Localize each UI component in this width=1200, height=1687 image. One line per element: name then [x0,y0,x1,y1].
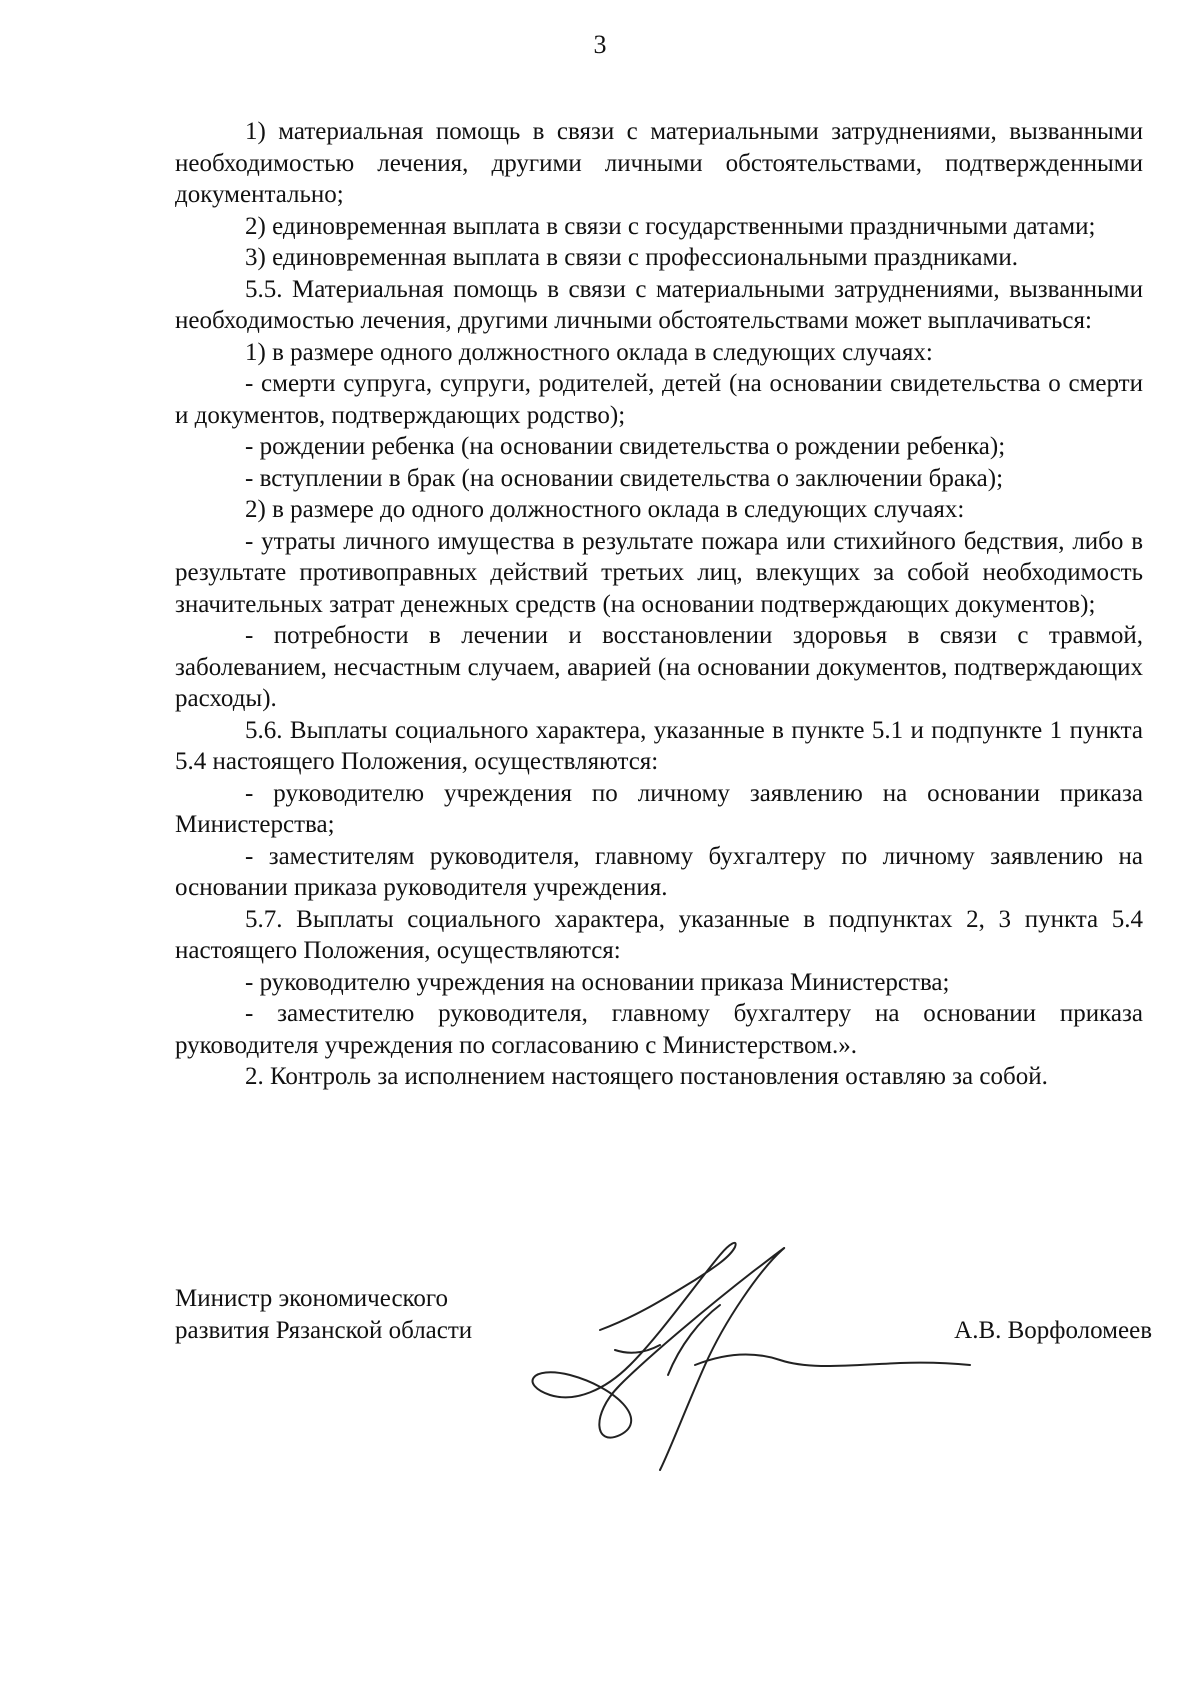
paragraph: 2) единовременная выплата в связи с государственными праздничными датами; [245,212,1096,240]
signatory-title-line: развития Рязанской области [175,1317,473,1344]
paragraph: - утраты личного имущества в результате пожара или стихийного бедствия, либо в результате противоправных действий третьих лиц, влекущих за собой необходимость значительных затрат денежных средств (на основании подтверждающих документов); [175,527,1143,618]
paragraph: - вступлении в брак (на основании свидетельства о заключении брака); [245,464,1004,492]
signatory-title [175,1283,472,1347]
paragraph: 3) единовременная выплата в связи с профессиональными праздниками. [245,244,1018,271]
paragraph: 2) в размере до одного должностного оклада в следующих случаях: [245,496,965,523]
signatory-name: А.В. Ворфоломеев [954,1317,1152,1344]
paragraph: 2. Контроль за исполнением настоящего постановления оставляю за собой. [245,1063,1048,1090]
page-number: 3 [593,30,607,59]
paragraph: - заместителям руководителя, главному бухгалтеру по личному заявлению на основании приказа руководителя учреждения. [175,842,1143,901]
paragraph: - смерти супруга, супруги, родителей, детей (на основании свидетельства о смерти и документов, подтверждающих родство); [175,370,1143,429]
handwritten-signature [520,1225,1020,1485]
paragraph: - потребности в лечении и восстановлении здоровья в связи с травмой, заболеванием, несчастным случаем, аварией (на основании документов, подтверждающих расходы). [175,622,1143,712]
paragraph: 1) в размере одного должностного оклада в следующих случаях: [245,338,933,366]
paragraph: 5.7. Выплаты социального характера, указанные в подпунктах 2, 3 пункта 5.4 настоящего Положения, осуществляются: [175,905,1143,964]
paragraph: - заместителю руководителя, главному бухгалтеру на основании приказа руководителя учреждения по согласованию с Министерством.». [175,1000,1143,1059]
paragraph: - руководителю учреждения по личному заявлению на основании приказа Министерства; [175,779,1143,838]
paragraph: - руководителю учреждения на основании приказа Министерства; [245,968,950,996]
paragraph: - рождении ребенка (на основании свидетельства о рождении ребенка); [245,433,1006,460]
document-body [175,116,1143,1093]
paragraph: 5.6. Выплаты социального характера, указанные в пункте 5.1 и подпункте 1 пункта 5.4 настоящего Положения, осуществляются: [175,716,1143,775]
paragraph: 5.5. Материальная помощь в связи с материальными затруднениями, вызванными необходимостью лечения, другими личными обстоятельствами может выплачиваться: [175,275,1143,334]
signatory-title-line: Министр экономического [175,1285,449,1312]
paragraph: 1) материальная помощь в связи с материальными затруднениями, вызванными необходимостью лечения, другими личными обстоятельствами, подтвержденными документально; [175,118,1143,208]
